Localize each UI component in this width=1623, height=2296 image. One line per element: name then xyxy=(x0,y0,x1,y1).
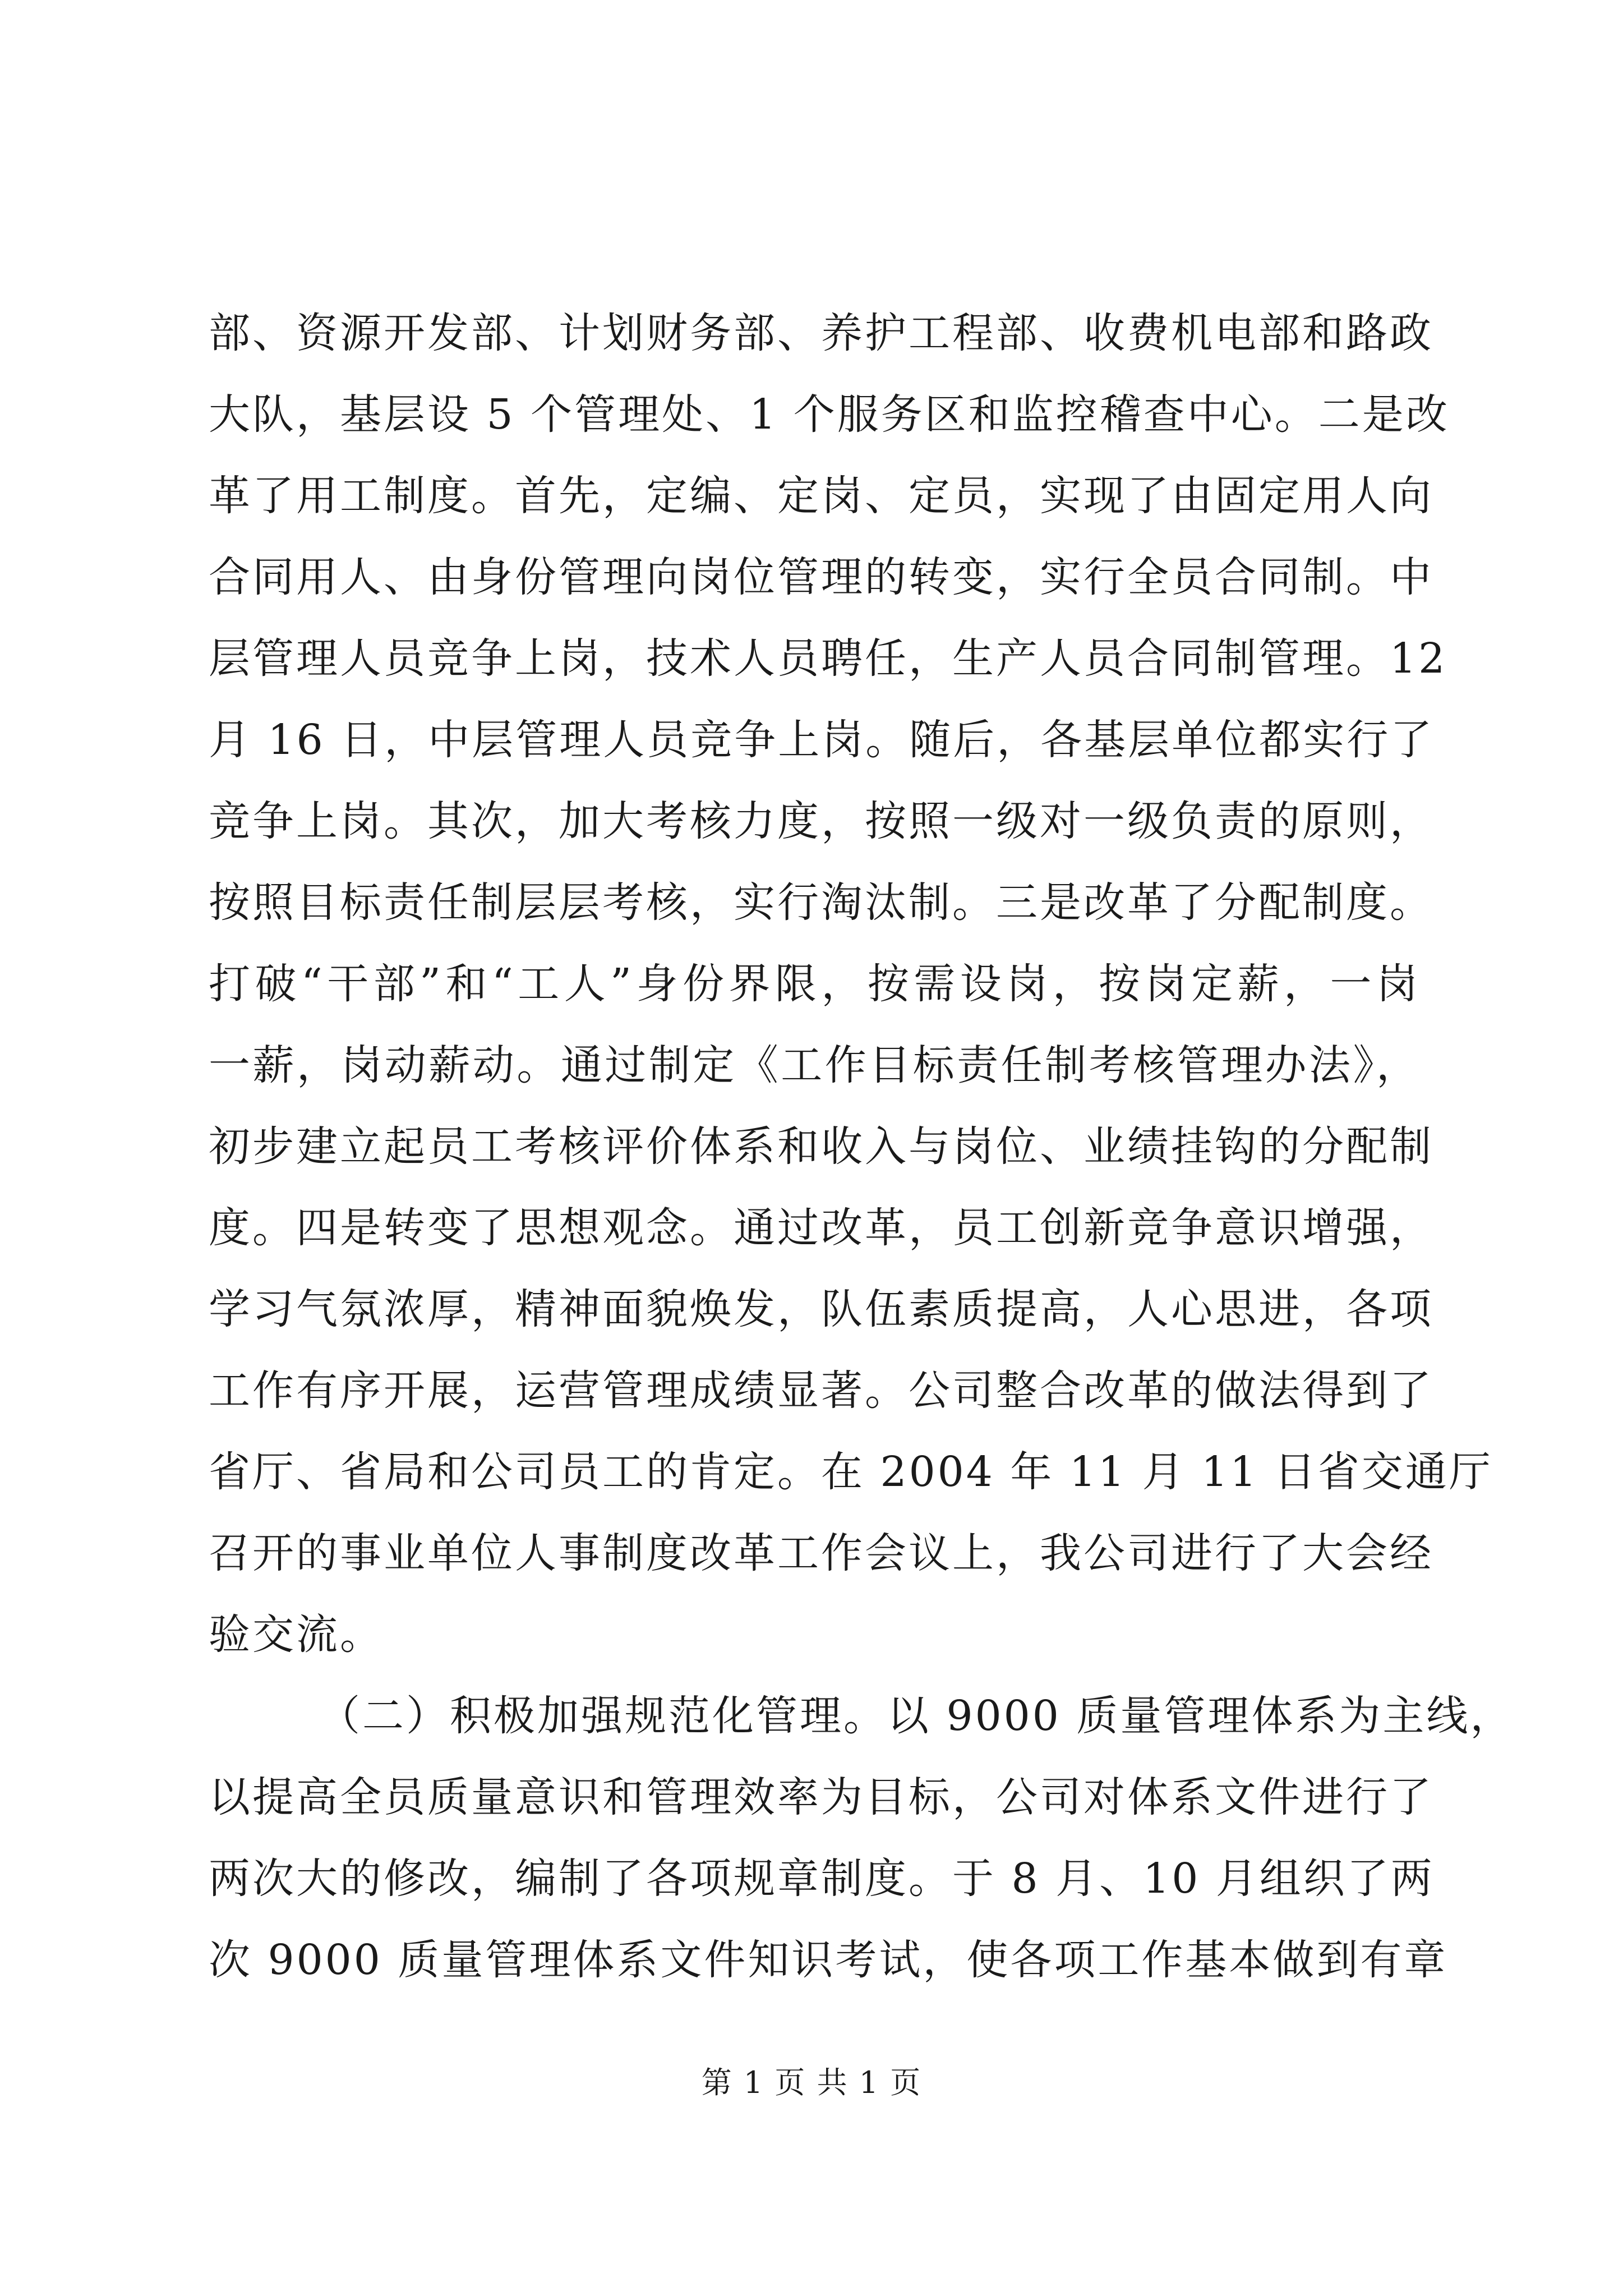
text-line: 大队，基层设 5 个管理处、1 个服务区和监控稽查中心。二是改 xyxy=(209,390,1450,439)
text-line: 工作有序开展，运营管理成绩显著。公司整合改革的做法得到了 xyxy=(209,1366,1433,1415)
text-line: 月 16 日，中层管理人员竞争上岗。随后，各基层单位都实行了 xyxy=(209,716,1435,764)
text-line: 学习气氛浓厚，精神面貌焕发，队伍素质提高，人心思进，各项 xyxy=(209,1285,1433,1333)
paragraph-heading-line: （二）积极加强规范化管理。以 9000 质量管理体系为主线， xyxy=(319,1692,1514,1740)
text-line: 召开的事业单位人事制度改革工作会议上，我公司进行了大会经 xyxy=(209,1529,1433,1577)
paragraph-end-line: 验交流。 xyxy=(209,1611,384,1659)
text-line: 革了用工制度。首先，定编、定岗、定员，实现了由固定用人向 xyxy=(209,472,1433,520)
page-footer: 第 1 页 共 1 页 xyxy=(701,2065,922,2100)
text-line: 打破“干部”和“工人”身份界限，按需设岗，按岗定薪，一岗 xyxy=(209,960,1420,1008)
text-line: 竞争上岗。其次，加大考核力度，按照一级对一级负责的原则， xyxy=(209,797,1433,845)
text-line: 部、资源开发部、计划财务部、养护工程部、收费机电部和路政 xyxy=(209,309,1433,357)
text-line: 合同用人、由身份管理向岗位管理的转变，实行全员合同制。中 xyxy=(209,553,1433,601)
body-text xyxy=(209,293,1514,2001)
text-line: 一薪，岗动薪动。通过制定《工作目标责任制考核管理办法》， xyxy=(209,1041,1420,1089)
text-line: 按照目标责任制层层考核，实行淘汰制。三是改革了分配制度。 xyxy=(209,878,1433,927)
text-line: 省厅、省局和公司员工的肯定。在 2004 年 11 月 11 日省交通厅 xyxy=(209,1448,1493,1496)
text-line: 两次大的修改，编制了各项规章制度。于 8 月、10 月组织了两 xyxy=(209,1855,1435,1903)
text-line: 以提高全员质量意识和管理效率为目标，公司对体系文件进行了 xyxy=(209,1773,1433,1821)
text-line: 度。四是转变了思想观念。通过改革，员工创新竞争意识增强， xyxy=(209,1204,1433,1252)
text-line: 初步建立起员工考核评价体系和收入与岗位、业绩挂钩的分配制 xyxy=(209,1122,1433,1171)
text-line: 层管理人员竞争上岗，技术人员聘任，生产人员合同制管理。12 xyxy=(209,634,1447,683)
text-line: 次 9000 质量管理体系文件知识考试，使各项工作基本做到有章 xyxy=(209,1936,1448,1984)
